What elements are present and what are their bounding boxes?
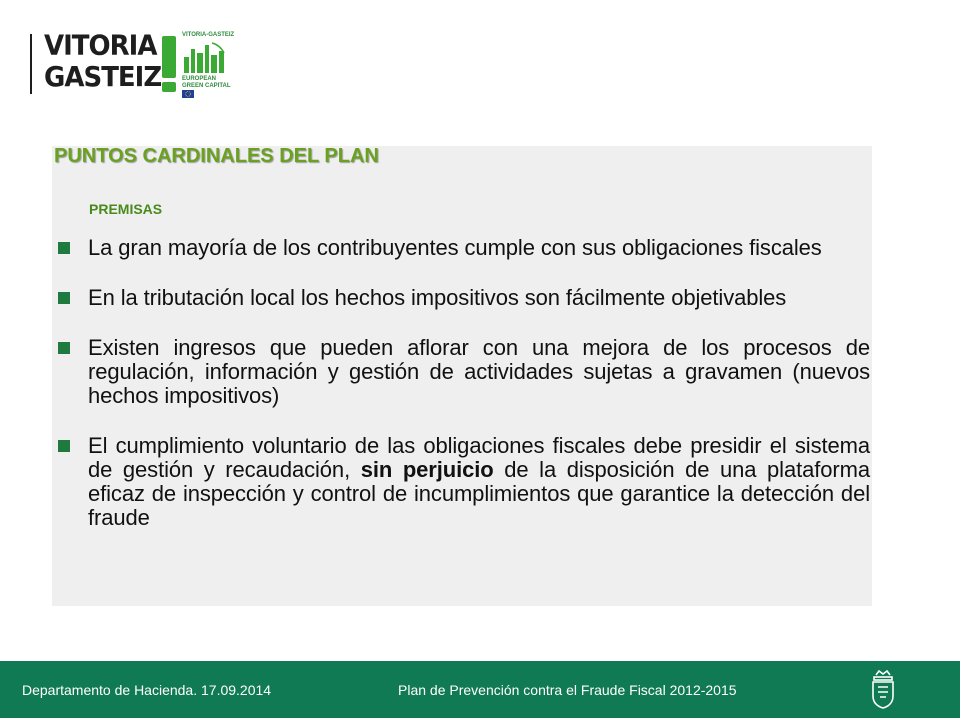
logo-divider bbox=[30, 34, 32, 94]
list-item bbox=[58, 434, 870, 530]
skyline-icon bbox=[182, 41, 228, 75]
list-item bbox=[58, 236, 870, 260]
bullet-text: La gran mayoría de los contribuyentes cumple con sus obligaciones fiscales bbox=[88, 235, 822, 260]
square-bullet-icon bbox=[58, 440, 70, 452]
footer-department: Departamento de Hacienda. 17.09.2014 bbox=[22, 682, 272, 698]
square-bullet-icon bbox=[58, 342, 70, 354]
city-crest-icon bbox=[868, 669, 898, 711]
slide-title: PUNTOS CARDINALES DEL PLAN bbox=[54, 145, 379, 167]
bullet-text-before: El cumplimiento voluntario de las obligaciones fiscales debe presidir el sistema de gestión y recaudación, bbox=[88, 433, 870, 482]
logo-exclamation-icon bbox=[162, 36, 176, 78]
badge-city: VITORIA-GASTEIZ bbox=[182, 32, 235, 38]
bullet-text-bold: sin perjuicio bbox=[360, 457, 494, 482]
bullet-text bbox=[88, 434, 870, 530]
premises-list bbox=[58, 236, 870, 530]
bullet-text: Existen ingresos que pueden aflorar con una mejora de los procesos de regulación, información y gestión de actividades sujetas a gravamen (nuevos hechos impositivos) bbox=[88, 335, 870, 408]
badge-green-capital: GREEN CAPITAL bbox=[182, 83, 231, 89]
eu-flag-icon bbox=[182, 90, 194, 98]
square-bullet-icon bbox=[58, 292, 70, 304]
list-item bbox=[58, 336, 870, 408]
logo-exclamation-dot bbox=[162, 82, 176, 92]
green-capital-badge bbox=[182, 32, 235, 96]
bullet-text: En la tributación local los hechos impositivos son fácilmente objetivables bbox=[88, 285, 787, 310]
list-item bbox=[58, 286, 870, 310]
square-bullet-icon bbox=[58, 242, 70, 254]
logo-line-2: GASTEIZ bbox=[44, 62, 162, 94]
logo-line-1: VITORIA bbox=[44, 30, 157, 62]
slide-subtitle: PREMISAS bbox=[89, 201, 163, 217]
logo-wordmark bbox=[44, 31, 161, 94]
badge-european: EUROPEAN bbox=[182, 76, 217, 82]
vitoria-gasteiz-logo bbox=[30, 30, 235, 98]
bullet-text-after: de la disposición de una plataforma eficaz de inspección y control de incumplimientos que garantice la detección del fraude bbox=[88, 457, 870, 530]
footer-plan-title: Plan de Prevención contra el Fraude Fiscal 2012-2015 bbox=[398, 682, 737, 698]
footer-bar bbox=[0, 661, 960, 718]
